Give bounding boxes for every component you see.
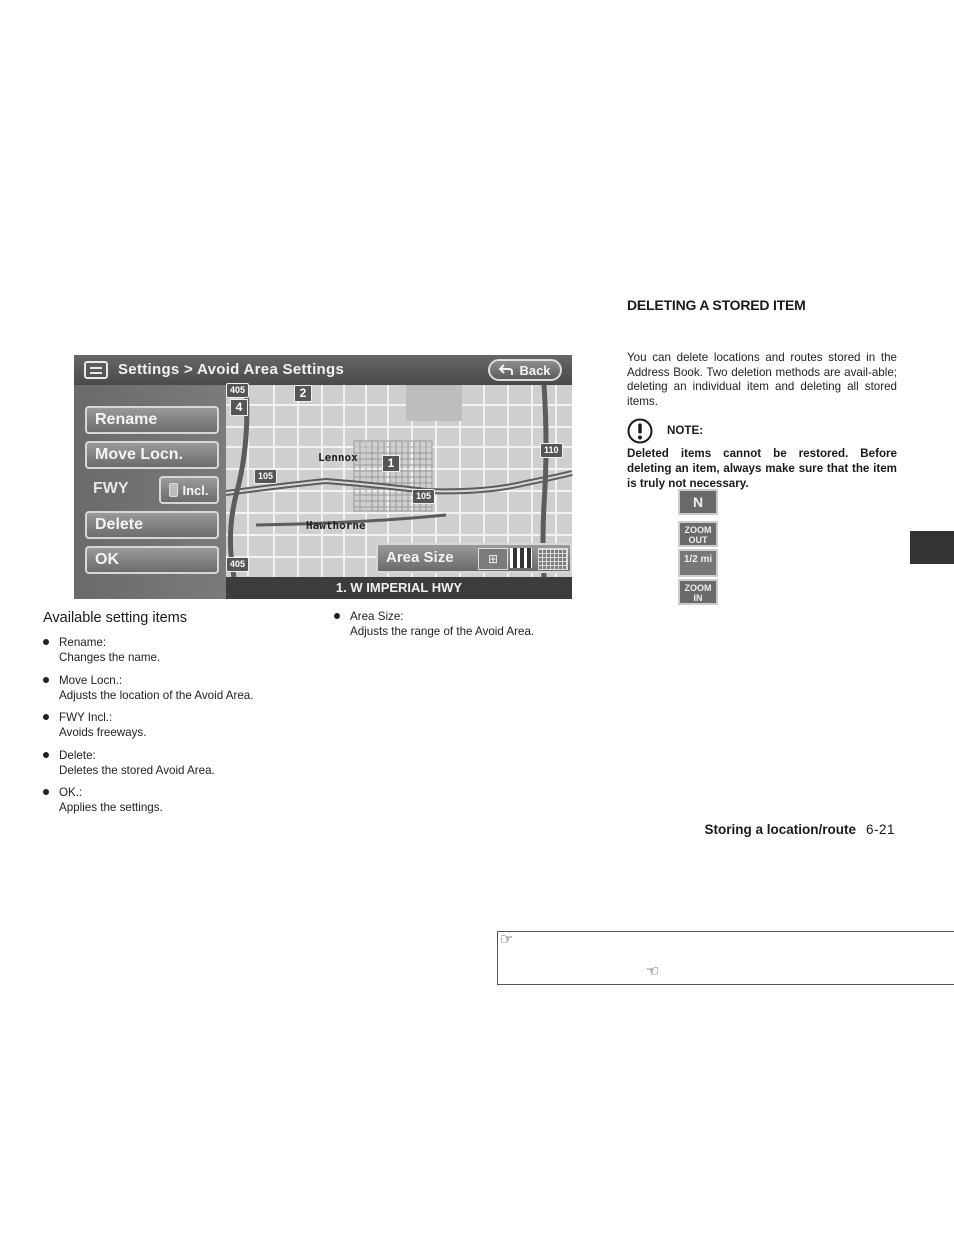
footer-section-title: Storing a location/route xyxy=(704,822,856,837)
list-item xyxy=(43,710,303,740)
bullet-icon xyxy=(43,639,49,645)
screen-header xyxy=(74,355,572,385)
area-size-label: Area Size xyxy=(386,549,454,566)
item-term: FWY Incl.: xyxy=(59,711,113,725)
intro-paragraph: You can delete locations and routes stored in the Address Book. Two deletion methods are avail-able; deleting an individual item and deleting all stored items. xyxy=(627,351,897,408)
caution-icon xyxy=(627,418,653,444)
bullet-icon xyxy=(43,789,49,795)
reference-box xyxy=(497,931,954,985)
pointing-hand-icon: ☜ xyxy=(646,962,660,980)
pointing-hand-icon: ☞ xyxy=(500,930,514,948)
settings-heading: Available setting items xyxy=(43,610,188,626)
bullet-icon xyxy=(43,677,49,683)
list-item xyxy=(334,609,594,639)
back-button[interactable] xyxy=(488,359,562,381)
item-description: Deletes the stored Avoid Area. xyxy=(59,763,215,777)
list-item xyxy=(43,635,303,665)
screen-title: Settings > Avoid Area Settings xyxy=(118,361,345,378)
item-term: Rename: xyxy=(59,636,107,649)
area-size-control xyxy=(376,543,572,573)
zoom-out-button[interactable]: ZOOM OUT xyxy=(678,521,718,547)
map-scale: 1/2 mi xyxy=(678,549,718,577)
item-description: Avoids freeways. xyxy=(59,726,147,740)
section-heading: DELETING A STORED ITEM xyxy=(627,297,806,313)
highway-105-shield-mid: 105 xyxy=(412,489,435,504)
note-label: NOTE: xyxy=(667,424,704,437)
settings-list-left xyxy=(43,635,303,823)
move-location-button[interactable]: Move Locn. xyxy=(85,441,219,469)
area-size-decrease-button[interactable]: ⊞ xyxy=(478,548,508,570)
north-label: N xyxy=(692,494,704,510)
item-term: Move Locn.: xyxy=(59,673,123,687)
fwy-label: FWY xyxy=(93,480,129,497)
page-number: 6-21 xyxy=(865,822,895,837)
rename-button[interactable]: Rename xyxy=(85,406,219,434)
avoid-area-marker-1[interactable]: 1 xyxy=(382,455,400,472)
list-item xyxy=(43,785,303,815)
ok-button[interactable]: OK xyxy=(85,546,219,574)
menu-icon[interactable] xyxy=(84,361,108,379)
fwy-row xyxy=(85,476,219,504)
zoom-in-button[interactable]: ZOOM IN xyxy=(678,579,718,605)
note-text: Deleted items cannot be restored. Before deleting an item, always make sure that the item is truly not necessary. xyxy=(627,447,897,490)
item-description: Adjusts the range of the Avoid Area. xyxy=(350,625,535,638)
map-label-hawthorne: Hawthorne xyxy=(306,519,366,532)
area-size-increase-button[interactable] xyxy=(538,548,568,570)
item-description: Changes the name. xyxy=(59,651,161,664)
delete-button[interactable]: Delete xyxy=(85,511,219,539)
list-item xyxy=(43,673,303,703)
fwy-include-button[interactable] xyxy=(159,476,219,504)
north-up-button[interactable] xyxy=(678,489,718,515)
item-term: Area Size: xyxy=(350,610,404,623)
highway-405-shield-bottom: 405 xyxy=(226,557,249,572)
back-arrow-icon xyxy=(499,364,513,376)
item-description: Applies the settings. xyxy=(59,801,163,815)
settings-menu-panel xyxy=(74,385,226,599)
current-street-bar: 1. W IMPERIAL HWY xyxy=(226,577,572,599)
highway-405-shield-top: 405 xyxy=(226,383,249,398)
list-item xyxy=(43,748,303,778)
toggle-indicator-icon xyxy=(169,483,178,497)
chapter-side-tab xyxy=(910,531,954,564)
map-label-lennox: Lennox xyxy=(318,451,358,464)
bullet-icon xyxy=(43,714,49,720)
fwy-include-label: Incl. xyxy=(182,482,209,498)
highway-105-shield-left: 105 xyxy=(254,469,277,484)
bullet-icon xyxy=(334,613,340,619)
page-footer xyxy=(704,822,895,837)
item-term: OK.: xyxy=(59,786,83,800)
route-sign-2: 2 xyxy=(294,385,312,402)
route-sign-4: 4 xyxy=(230,399,248,416)
area-size-indicator xyxy=(510,548,532,568)
back-button-label: Back xyxy=(519,362,551,378)
map-controls xyxy=(678,489,720,607)
item-description: Adjusts the location of the Avoid Area. xyxy=(59,688,254,702)
item-term: Delete: xyxy=(59,748,96,762)
highway-110-shield: 110 xyxy=(540,443,563,458)
settings-list-right xyxy=(334,609,594,647)
bullet-icon xyxy=(43,752,49,758)
